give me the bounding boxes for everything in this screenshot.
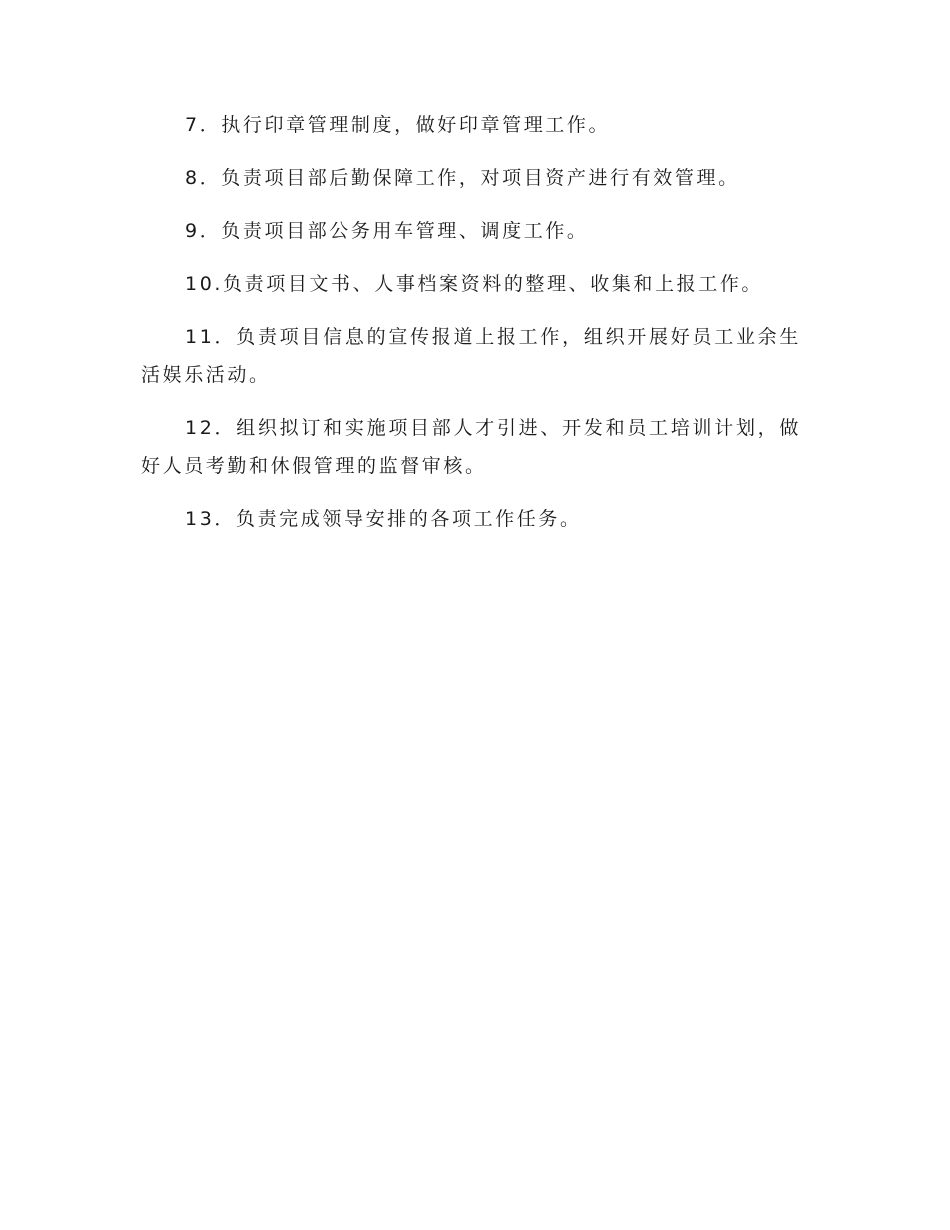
list-item-10: 10.负责项目文书、人事档案资料的整理、收集和上报工作。	[185, 273, 764, 295]
document-body	[141, 106, 801, 553]
list-item-9: 9．负责项目部公务用车管理、调度工作。	[185, 220, 589, 242]
list-item-8: 8．负责项目部后勤保障工作，对项目资产进行有效管理。	[185, 167, 740, 189]
list-item-7: 7．执行印章管理制度，做好印章管理工作。	[185, 114, 611, 136]
list-item-13: 13．负责完成领导安排的各项工作任务。	[185, 508, 582, 530]
list-item-11: 11．负责项目信息的宣传报道上报工作，组织开展好员工业余生活娱乐活动。	[141, 326, 801, 386]
list-item-12: 12．组织拟订和实施项目部人才引进、开发和员工培训计划，做好人员考勤和休假管理的监督审核。	[141, 417, 801, 477]
